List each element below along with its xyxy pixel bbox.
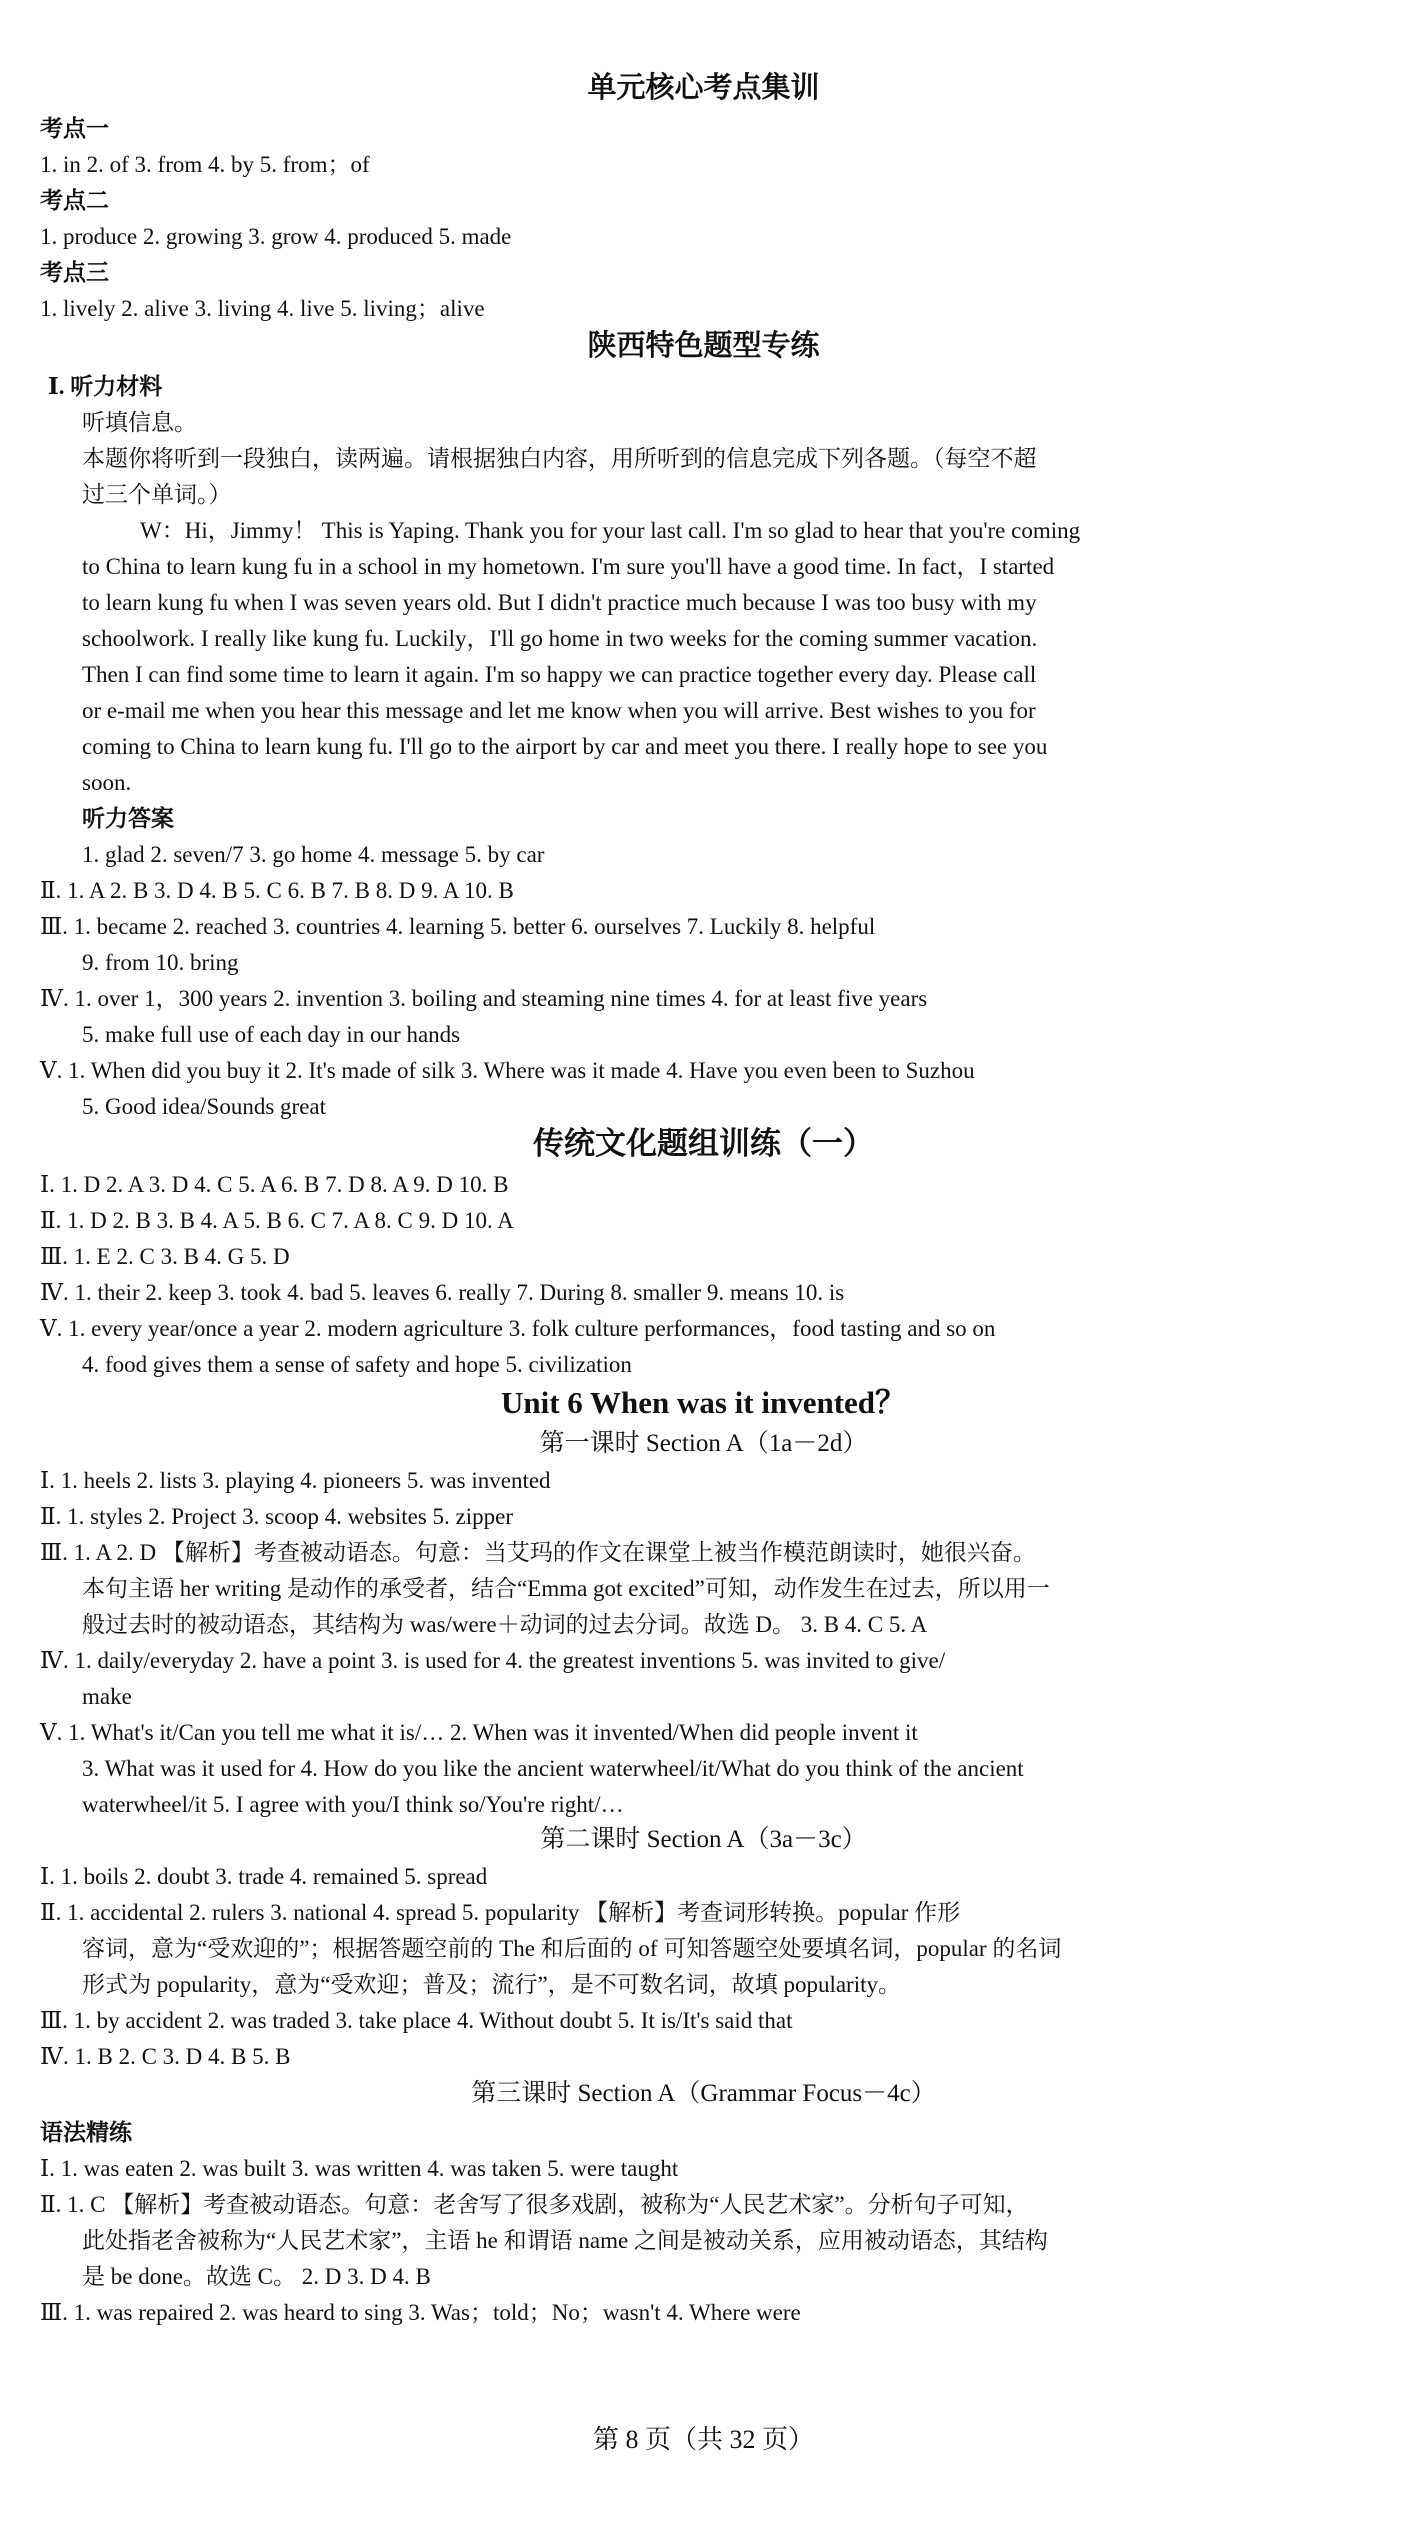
- listening-instruction-1: 本题你将听到一段独白，读两遍。请根据独白内容，用所听到的信息完成下列各题。（每空不超: [82, 446, 1037, 471]
- answer-line: 9. from 10. bring: [82, 950, 239, 975]
- answer-line: 是 be done。故选 C。 2. D 3. D 4. B: [82, 2264, 431, 2289]
- unit-title: Unit 6 When was it invented？: [500, 1385, 907, 1420]
- passage-line: to China to learn kung fu in a school in my hometown. I'm sure you'll have a good time. In fact，I started: [82, 554, 1055, 579]
- answer-line: Ⅲ. 1. A 2. D 【解析】考查被动语态。句意：当艾玛的作文在课堂上被当作模范朗读时，她很兴奋。: [40, 1540, 1036, 1565]
- answer-line: Ⅱ. 1. accidental 2. rulers 3. national 4. spread 5. popularity 【解析】考查词形转换。popular 作形: [40, 1900, 961, 1925]
- kaodian-3-label: 考点三: [40, 260, 109, 285]
- answer-line: Ⅳ. 1. daily/everyday 2. have a point 3. is used for 4. the greatest inventions 5. was invited to give/: [40, 1648, 946, 1673]
- answer-line: Ⅱ. 1. styles 2. Project 3. scoop 4. websites 5. zipper: [40, 1504, 514, 1529]
- passage-line: Then I can find some time to learn it again. I'm so happy we can practice together every day. Please call: [82, 662, 1037, 687]
- passage-line: to learn kung fu when I was seven years old. But I didn't practice much because I was too busy with my: [82, 590, 1037, 615]
- answer-line: Ⅰ. 1. D 2. A 3. D 4. C 5. A 6. B 7. D 8. A 9. D 10. B: [40, 1172, 509, 1197]
- answer-line: make: [82, 1684, 132, 1709]
- answer-line: 3. What was it used for 4. How do you like the ancient waterwheel/it/What do you think of the ancient: [82, 1756, 1024, 1781]
- answer-line: 5. Good idea/Sounds great: [82, 1094, 327, 1119]
- answer-line: Ⅲ. 1. E 2. C 3. B 4. G 5. D: [40, 1244, 290, 1269]
- lesson-1-title: 第一课时 Section A（1a－2d）: [539, 1430, 868, 1457]
- passage-line: schoolwork. I really like kung fu. Luckily，I'll go home in two weeks for the coming summer vacation.: [82, 626, 1038, 651]
- answer-line: Ⅲ. 1. became 2. reached 3. countries 4. learning 5. better 6. ourselves 7. Luckily 8. helpful: [40, 914, 876, 939]
- passage-line: or e-mail me when you hear this message and let me know when you will arrive. Best wishes to you for: [82, 698, 1036, 723]
- answer-line: Ⅰ. 1. was eaten 2. was built 3. was written 4. was taken 5. were taught: [40, 2156, 679, 2181]
- listening-instruction-2: 过三个单词。）: [82, 482, 232, 507]
- answer-line: Ⅴ. 1. When did you buy it 2. It's made of silk 3. Where was it made 4. Have you even been to Suzhou: [40, 1058, 975, 1083]
- passage-line: W：Hi，Jimmy！ This is Yaping. Thank you for your last call. I'm so glad to hear that you're coming: [140, 518, 1081, 543]
- listening-answer-label: 听力答案: [82, 806, 174, 831]
- page-title: 单元核心考点集训: [587, 72, 820, 104]
- passage-line: soon.: [82, 770, 132, 795]
- listening-material-label: Ⅰ. 听力材料: [48, 374, 163, 399]
- shaanxi-title: 陕西特色题型专练: [587, 330, 820, 362]
- kaodian-3-answers: 1. lively 2. alive 3. living 4. live 5. living；alive: [40, 296, 485, 321]
- answer-line: Ⅲ. 1. by accident 2. was traded 3. take place 4. Without doubt 5. It is/It's said that: [40, 2008, 793, 2033]
- passage-line: coming to China to learn kung fu. I'll go to the airport by car and meet you there. I really hope to see you: [82, 734, 1048, 759]
- answer-line: 4. food gives them a sense of safety and hope 5. civilization: [82, 1352, 632, 1377]
- answer-line: Ⅳ. 1. over 1，300 years 2. invention 3. boiling and steaming nine times 4. for at least five years: [40, 986, 928, 1011]
- kaodian-2-answers: 1. produce 2. growing 3. grow 4. produced 5. made: [40, 224, 512, 249]
- answer-line: Ⅱ. 1. C 【解析】考查被动语态。句意：老舍写了很多戏剧，被称为“人民艺术家”。分析句子可知，: [40, 2192, 1029, 2217]
- answer-line: 5. make full use of each day in our hands: [82, 1022, 461, 1047]
- listening-type: 听填信息。: [82, 410, 197, 435]
- answer-line: Ⅴ. 1. every year/once a year 2. modern agriculture 3. folk culture performances，food tasting and so on: [40, 1316, 996, 1341]
- answer-line: 此处指老舍被称为“人民艺术家”，主语 he 和谓语 name 之间是被动关系，应用被动语态，其结构: [82, 2228, 1048, 2253]
- answer-line: Ⅰ. 1. boils 2. doubt 3. trade 4. remained 5. spread: [40, 1864, 488, 1889]
- kaodian-1-label: 考点一: [40, 116, 109, 141]
- answer-line: 本句主语 her writing 是动作的承受者，结合“Emma got excited”可知，动作发生在过去，所以用一: [82, 1576, 1050, 1601]
- answer-line: Ⅰ. 1. heels 2. lists 3. playing 4. pioneers 5. was invented: [40, 1468, 551, 1493]
- kaodian-1-answers: 1. in 2. of 3. from 4. by 5. from；of: [40, 152, 370, 177]
- lesson-3-title: 第三课时 Section A（Grammar Focus－4c）: [471, 2080, 936, 2107]
- answer-line: Ⅲ. 1. was repaired 2. was heard to sing 3. Was；told；No；wasn't 4. Where were: [40, 2300, 801, 2325]
- page-number: 第 8 页（共 32 页）: [592, 2425, 814, 2454]
- kaodian-2-label: 考点二: [40, 188, 109, 213]
- answer-line: Ⅱ. 1. A 2. B 3. D 4. B 5. C 6. B 7. B 8. D 9. A 10. B: [40, 878, 514, 903]
- answer-line: waterwheel/it 5. I agree with you/I think so/You're right/…: [82, 1792, 624, 1817]
- answer-line: 容词，意为“受欢迎的”；根据答题空前的 The 和后面的 of 可知答题空处要填名词，popular 的名词: [82, 1936, 1062, 1961]
- grammar-practice-label: 语法精练: [40, 2120, 132, 2145]
- culture-title: 传统文化题组训练（一）: [533, 1126, 874, 1161]
- answer-line: Ⅴ. 1. What's it/Can you tell me what it is/… 2. When was it invented/When did people invent it: [40, 1720, 918, 1745]
- answer-line: Ⅳ. 1. their 2. keep 3. took 4. bad 5. leaves 6. really 7. During 8. smaller 9. means 10. is: [40, 1280, 845, 1305]
- listening-answer-line: 1. glad 2. seven/7 3. go home 4. message 5. by car: [82, 842, 545, 867]
- answer-line: 形式为 popularity，意为“受欢迎；普及；流行”，是不可数名词，故填 popularity。: [82, 1972, 901, 1997]
- answer-line: 般过去时的被动语态，其结构为 was/were＋动词的过去分词。故选 D。 3. B 4. C 5. A: [82, 1612, 928, 1637]
- lesson-2-title: 第二课时 Section A（3a－3c）: [540, 1826, 867, 1853]
- answer-line: Ⅳ. 1. B 2. C 3. D 4. B 5. B: [40, 2044, 291, 2069]
- answer-line: Ⅱ. 1. D 2. B 3. B 4. A 5. B 6. C 7. A 8. C 9. D 10. A: [40, 1208, 514, 1233]
